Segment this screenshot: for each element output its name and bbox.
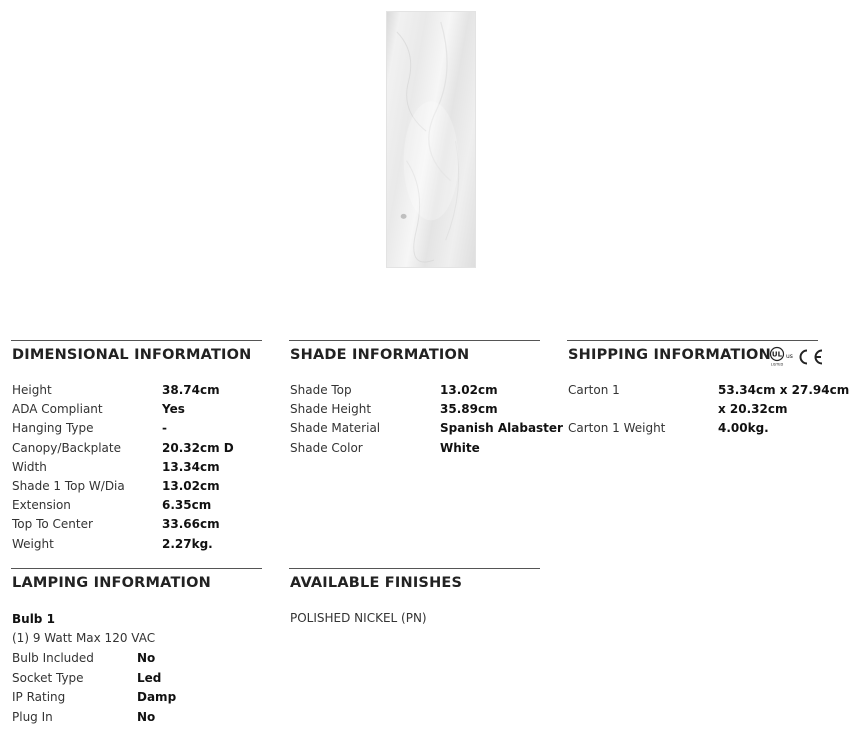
info-row: [12, 477, 262, 496]
info-value: 53.34cm x 27.94cm: [718, 383, 849, 397]
info-value: 2.27kg.: [162, 536, 213, 551]
info-label: Shade Height: [290, 402, 372, 417]
info-value: x 20.32cm: [718, 402, 788, 416]
bulb-description: (1) 9 Watt Max 120 VAC: [12, 631, 156, 645]
info-row: [12, 688, 262, 707]
info-row: [12, 439, 262, 458]
svg-text:LISTED: LISTED: [770, 362, 784, 367]
info-row: [12, 708, 262, 727]
alabaster-texture: [387, 12, 475, 267]
info-label: ADA Compliant: [12, 402, 103, 417]
section-divider: [289, 340, 540, 341]
info-value: White: [440, 440, 480, 455]
info-value: 13.34cm: [162, 459, 220, 474]
certification-icons: [769, 346, 829, 368]
info-value: No: [137, 709, 156, 724]
info-label: Weight: [12, 536, 54, 551]
section-divider: [11, 340, 262, 341]
product-image: [386, 11, 476, 268]
info-row: [290, 439, 540, 458]
info-row: [12, 535, 262, 554]
info-label: Height: [12, 383, 52, 397]
finish-item: POLISHED NICKEL (PN): [290, 611, 427, 625]
info-value: Led: [137, 670, 162, 685]
section-divider: [11, 568, 262, 569]
info-row: [12, 381, 262, 400]
info-value: Spanish Alabaster: [440, 421, 563, 436]
info-label: Bulb Included: [12, 651, 94, 665]
info-row: [12, 515, 262, 534]
info-value: 13.02cm: [162, 479, 220, 493]
info-row: [290, 381, 540, 400]
info-label: Socket Type: [12, 670, 84, 685]
info-value: 35.89cm: [440, 402, 498, 417]
svg-text:us: us: [786, 353, 793, 360]
info-value: 13.02cm: [440, 383, 498, 397]
info-value: 38.74cm: [162, 383, 220, 397]
ul-listed-icon: [771, 348, 793, 367]
shade-title: SHADE INFORMATION: [290, 347, 470, 363]
info-label: Shade Color: [290, 440, 363, 455]
lamping-title: LAMPING INFORMATION: [12, 575, 211, 591]
ce-mark-icon: [801, 351, 823, 364]
finishes-title: AVAILABLE FINISHES: [290, 575, 463, 591]
info-row: [12, 496, 262, 515]
info-label: Shade Top: [290, 383, 352, 397]
section-divider: [289, 568, 540, 569]
info-row: [12, 400, 262, 419]
info-value: 4.00kg.: [718, 421, 769, 435]
info-label: IP Rating: [12, 690, 66, 704]
info-label: Top To Center: [12, 517, 93, 532]
info-label: Width: [12, 459, 47, 474]
info-value: 6.35cm: [162, 498, 212, 513]
info-value: 20.32cm D: [162, 440, 234, 455]
info-row: [12, 649, 262, 668]
info-value: Yes: [162, 402, 185, 417]
info-label: Extension: [12, 498, 71, 513]
info-label: Canopy/Backplate: [12, 440, 121, 455]
info-label: Hanging Type: [12, 421, 94, 436]
info-row: [12, 419, 262, 438]
info-label: Carton 1 Weight: [568, 421, 666, 435]
info-value: No: [137, 651, 156, 665]
section-divider: [567, 340, 818, 341]
info-value: 33.66cm: [162, 517, 220, 532]
info-label: Carton 1: [568, 383, 620, 397]
info-label: Plug In: [12, 709, 53, 724]
dimensional-title: DIMENSIONAL INFORMATION: [12, 347, 252, 363]
info-label: Shade 1 Top W/Dia: [12, 479, 125, 493]
info-row: [12, 458, 262, 477]
shipping-title: SHIPPING INFORMATION: [568, 347, 771, 363]
info-value: -: [162, 421, 167, 436]
info-row: [290, 419, 563, 438]
svg-text:UL: UL: [771, 350, 783, 359]
info-row: [290, 400, 540, 419]
info-label: Shade Material: [290, 421, 381, 436]
info-row: [12, 669, 262, 688]
info-value: Damp: [137, 690, 177, 704]
bulb-title: Bulb 1: [12, 612, 55, 626]
